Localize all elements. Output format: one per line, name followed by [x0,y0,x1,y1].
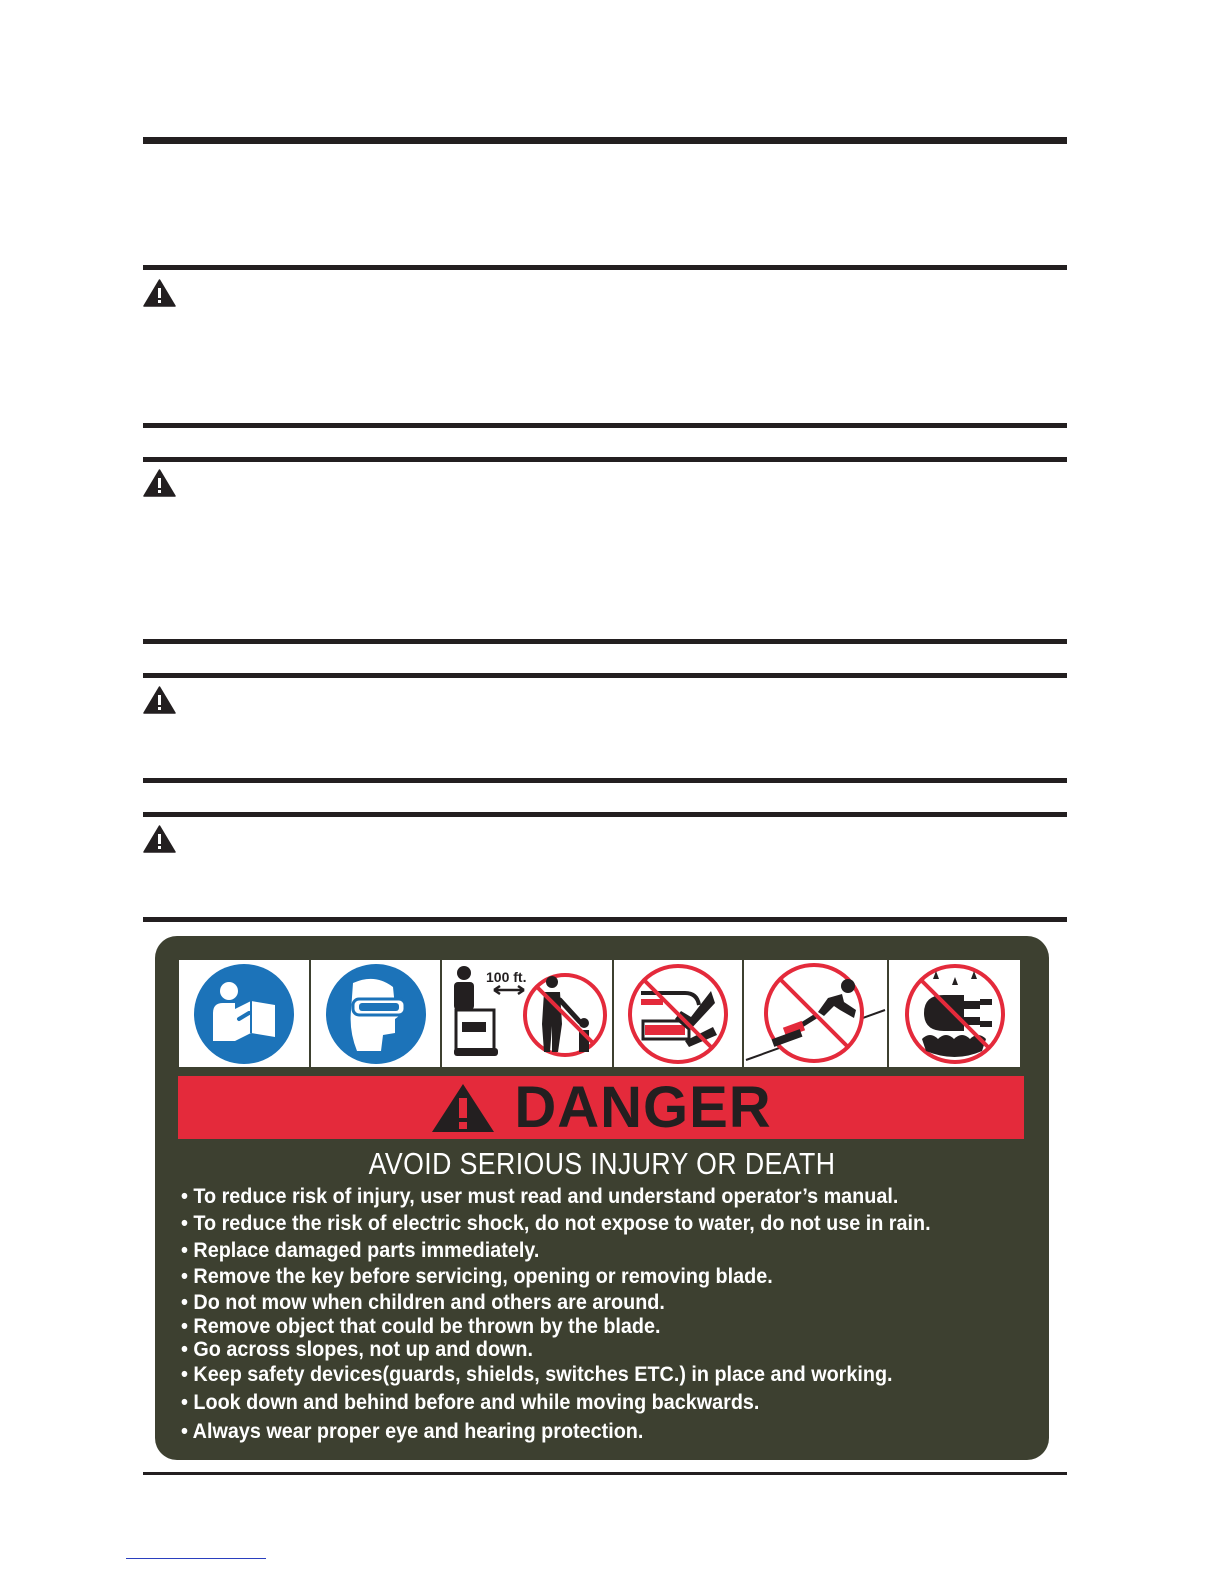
no-slope-slip-icon [744,960,887,1067]
list-item: • Always wear proper eye and hearing protection. [181,1419,644,1443]
list-item: • Keep safety devices(guards, shields, switches ETC.) in place and working. [181,1362,893,1386]
read-manual-icon [179,960,309,1067]
section-rule [143,265,1067,270]
bottom-rule [143,1472,1067,1475]
section-rule [143,423,1067,428]
danger-safety-label [155,936,1049,1460]
danger-signal-word: DANGER [514,1074,772,1140]
danger-banner [178,1076,1024,1139]
section-rule [143,673,1067,678]
section-rule [143,639,1067,644]
list-item: • Do not mow when children and others are around. [181,1290,665,1314]
label-headline: AVOID SERIOUS INJURY OR DEATH [368,1146,836,1181]
footer-link-underline[interactable] [126,1558,266,1559]
section-rule [143,917,1067,922]
section-rule [143,812,1067,817]
safety-instructions-list [181,1184,1041,1445]
danger-triangle-icon [430,1082,496,1134]
section-rule [143,778,1067,783]
distance-label: 100 ft. [486,969,527,985]
pictogram-strip [179,960,1022,1067]
section-rule [143,457,1067,462]
list-item: • Go across slopes, not up and down. [181,1337,534,1361]
warning-triangle-icon [143,279,176,307]
list-item: • Remove object that could be thrown by the blade. [181,1314,661,1338]
no-water-exposure-icon [889,960,1020,1067]
warning-triangle-icon [143,469,176,497]
warning-triangle-icon [143,686,176,714]
keep-bystanders-away-icon [442,960,612,1067]
list-item: • Replace damaged parts immediately. [181,1238,540,1262]
list-item: • Look down and behind before and while moving backwards. [181,1390,760,1414]
eye-protection-icon [311,960,440,1067]
list-item: • To reduce risk of injury, user must read and understand operator’s manual. [181,1184,899,1208]
warning-triangle-icon [143,825,176,853]
top-rule [143,137,1067,144]
no-hands-near-blade-icon [614,960,742,1067]
list-item: • To reduce the risk of electric shock, do not expose to water, do not use in rain. [181,1211,931,1235]
list-item: • Remove the key before servicing, opening or removing blade. [181,1264,773,1288]
